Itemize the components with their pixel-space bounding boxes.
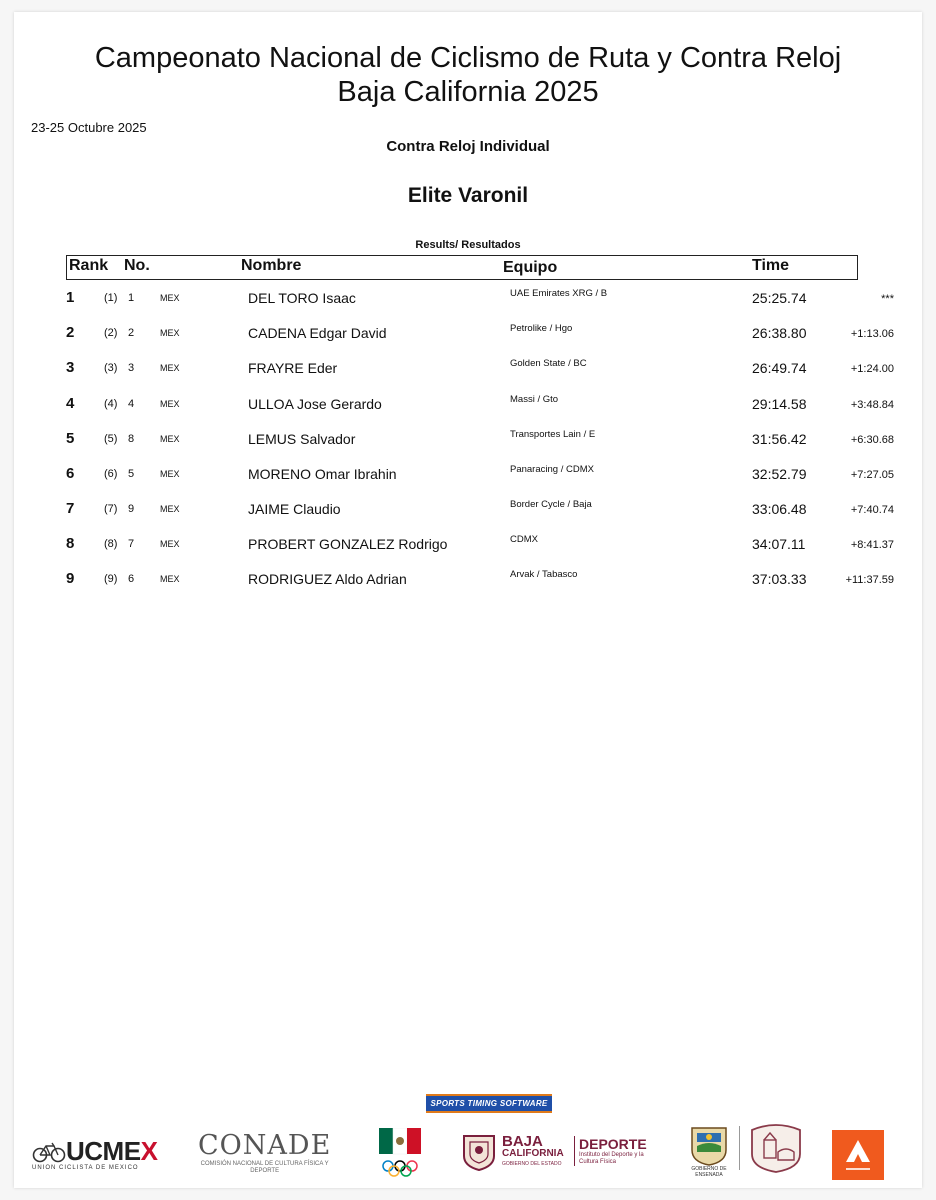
ensenada-tagline: GOBIERNO DE ENSENADA <box>691 1166 727 1178</box>
table-row <box>14 359 922 395</box>
ucmex-wordmark: UCMEX <box>66 1136 158 1166</box>
row-position: (3) <box>104 362 118 374</box>
row-gap: *** <box>881 293 894 305</box>
row-team: Petrolike / Hgo <box>510 323 573 334</box>
row-rank: 8 <box>66 535 75 552</box>
row-rider-name: ULLOA Jose Gerardo <box>248 396 382 412</box>
row-bib: 3 <box>128 362 135 374</box>
table-header-box <box>66 255 858 280</box>
row-rank: 1 <box>66 289 75 306</box>
row-team: UAE Emirates XRG / B <box>510 288 608 299</box>
deporte-block <box>574 1136 657 1166</box>
row-gap: +8:41.37 <box>850 539 894 551</box>
row-time: 37:03.33 <box>752 571 807 587</box>
row-nation: MEX <box>160 293 180 303</box>
row-team: CDMX <box>510 534 538 545</box>
california-wordmark: CALIFORNIA <box>502 1148 564 1159</box>
row-gap: +11:37.59 <box>845 574 894 586</box>
baja-california-shield-icon <box>460 1132 498 1172</box>
town-crest-icon <box>748 1122 804 1174</box>
mexico-flag-olympic-rings-icon <box>377 1128 425 1180</box>
row-bib: 1 <box>128 292 135 304</box>
row-nation: MEX <box>160 328 180 338</box>
sponsor-logos <box>14 1120 922 1180</box>
row-position: (6) <box>104 468 118 480</box>
row-rank: 6 <box>66 465 75 482</box>
row-bib: 5 <box>128 468 135 480</box>
event-name: Contra Reloj Individual <box>386 138 550 155</box>
row-rank: 9 <box>66 570 75 587</box>
row-nation: MEX <box>160 434 180 444</box>
row-team: Golden State / BC <box>510 358 587 369</box>
row-gap: +7:40.74 <box>850 504 894 516</box>
row-rank: 5 <box>66 430 75 447</box>
orange-sponsor-logo <box>832 1130 884 1185</box>
row-position: (4) <box>104 398 118 410</box>
row-time: 33:06.48 <box>752 501 807 517</box>
table-row <box>14 535 922 571</box>
col-time: Time <box>752 257 790 274</box>
row-gap: +1:24.00 <box>850 363 894 375</box>
row-rider-name: FRAYRE Eder <box>248 360 338 376</box>
logo-divider <box>739 1126 740 1170</box>
deporte-wordmark: DEPORTE <box>579 1136 647 1152</box>
row-position: (1) <box>104 292 118 304</box>
row-nation: MEX <box>160 363 180 373</box>
row-nation: MEX <box>160 539 180 549</box>
row-position: (9) <box>104 573 118 585</box>
row-time: 34:07.11 <box>752 536 806 552</box>
results-sheet <box>14 12 922 1188</box>
row-team: Arvak / Tabasco <box>510 569 578 580</box>
mexico-olympic-logo <box>377 1128 425 1185</box>
table-row <box>14 430 922 466</box>
row-rank: 3 <box>66 359 75 376</box>
table-row <box>14 395 922 431</box>
row-gap: +3:48.84 <box>850 399 894 411</box>
table-row <box>14 289 922 325</box>
page-title-line1: Campeonato Nacional de Ciclismo de Ruta y Contra Reloj <box>94 42 842 74</box>
municipal-crest-logo <box>748 1122 804 1179</box>
row-position: (7) <box>104 503 118 515</box>
triangle-brand-icon <box>832 1130 884 1180</box>
row-time: 29:14.58 <box>752 396 807 412</box>
row-bib: 8 <box>128 433 135 445</box>
row-rider-name: MORENO Omar Ibrahin <box>248 466 397 482</box>
baja-wordmark: BAJA <box>502 1133 543 1150</box>
category-title: Elite Varonil <box>407 184 529 207</box>
ensenada-logo <box>686 1124 732 1178</box>
ucmex-tagline: UNION CICLISTA DE MEXICO <box>32 1165 139 1171</box>
row-time: 32:52.79 <box>752 466 807 482</box>
row-team: Massi / Gto <box>510 394 559 405</box>
row-team: Border Cycle / Baja <box>510 499 592 510</box>
table-row <box>14 324 922 360</box>
ensenada-seal-icon <box>686 1124 732 1166</box>
row-bib: 4 <box>128 398 135 410</box>
row-rank: 2 <box>66 324 75 341</box>
table-row <box>14 570 922 606</box>
row-rider-name: DEL TORO Isaac <box>248 290 356 306</box>
bicycle-icon <box>32 1141 66 1163</box>
row-bib: 7 <box>128 538 135 550</box>
row-rider-name: JAIME Claudio <box>248 501 341 517</box>
deporte-tagline: Instituto del Deporte y la Cultura Física <box>579 1152 644 1165</box>
col-no: No. <box>124 257 150 274</box>
sports-timing-software-badge: SPORTS TIMING SOFTWARE <box>426 1094 552 1113</box>
col-rank: Rank <box>69 257 109 274</box>
row-bib: 6 <box>128 573 135 585</box>
row-rank: 4 <box>66 395 75 412</box>
row-rider-name: CADENA Edgar David <box>248 325 387 341</box>
row-team: Panaracing / CDMX <box>510 464 594 475</box>
conade-tagline: COMISIÓN NACIONAL DE CULTURA FÍSICA Y DEPORTE <box>200 1161 329 1174</box>
conade-logo <box>198 1130 331 1175</box>
table-row <box>14 465 922 501</box>
conade-wordmark: CONADE <box>198 1130 332 1161</box>
row-nation: MEX <box>160 469 180 479</box>
row-gap: +6:30.68 <box>850 434 894 446</box>
row-time: 26:49.74 <box>752 360 807 376</box>
row-team: Transportes Lain / E <box>510 429 596 440</box>
row-time: 25:25.74 <box>752 290 807 306</box>
row-bib: 2 <box>128 327 135 339</box>
gobierno-del-estado-tagline: GOBIERNO DEL ESTADO <box>502 1161 562 1167</box>
row-nation: MEX <box>160 574 180 584</box>
page-title-line2: Baja California 2025 <box>337 76 599 108</box>
row-gap: +7:27.05 <box>850 469 894 481</box>
col-name: Nombre <box>241 257 302 274</box>
row-gap: +1:13.06 <box>850 328 894 340</box>
row-rider-name: LEMUS Salvador <box>248 431 356 447</box>
row-position: (8) <box>104 538 118 550</box>
row-nation: MEX <box>160 399 180 409</box>
row-rank: 7 <box>66 500 75 517</box>
row-position: (5) <box>104 433 118 445</box>
event-dates: 23-25 Octubre 2025 <box>31 120 147 135</box>
row-position: (2) <box>104 327 118 339</box>
row-rider-name: RODRIGUEZ Aldo Adrian <box>248 571 407 587</box>
ucmex-x-letter: X <box>140 1136 158 1166</box>
ucmex-logo <box>32 1136 157 1171</box>
row-time: 26:38.80 <box>752 325 807 341</box>
results-label: Results/ Resultados <box>415 239 521 251</box>
col-team: Equipo <box>503 259 558 276</box>
row-time: 31:56.42 <box>752 431 807 447</box>
row-rider-name: PROBERT GONZALEZ Rodrigo <box>248 536 448 552</box>
row-nation: MEX <box>160 504 180 514</box>
table-row <box>14 500 922 536</box>
row-bib: 9 <box>128 503 135 515</box>
